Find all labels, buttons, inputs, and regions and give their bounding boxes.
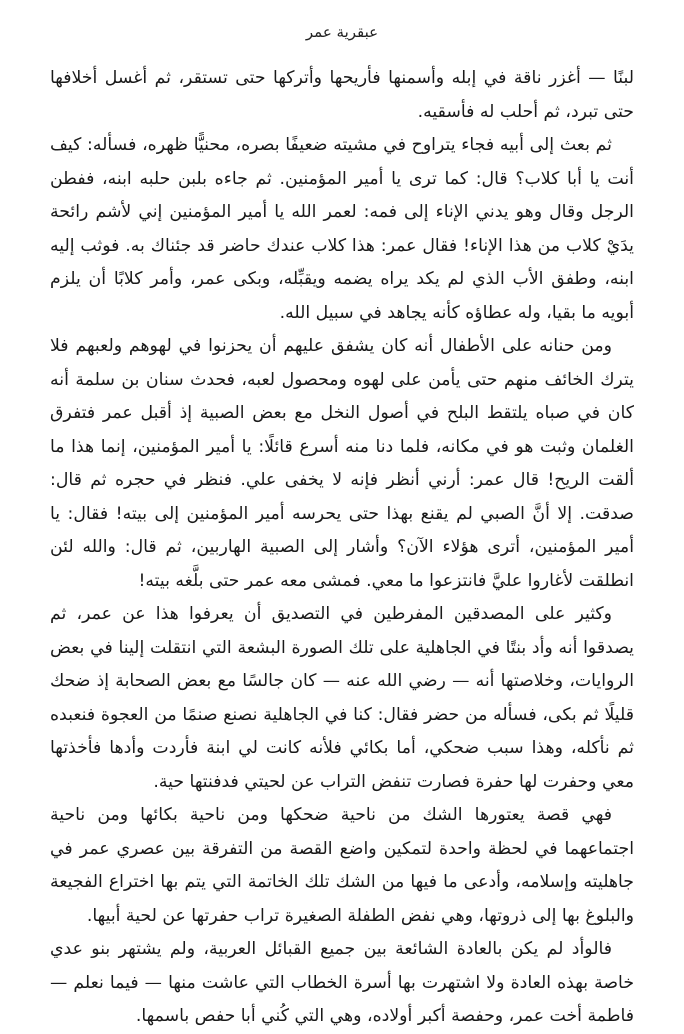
paragraph-3: ومن حنانه على الأطفال أنه كان يشفق عليهم أن يحزنوا في لهوهم ولعبهم فلا يترك الخائف منهم حتى يأمن على لهوه ومحصول لعبه، فحدث سنان بن سلمة أنه كان في صباه يلتقط البلح في أصول النخل مع بعض الصبية إذ أقبل عمر فتفرق الغلمان وثبت هو في مكانه، فلما دنا منه أسرع قائلًا: يا أمير المؤمنين، إنما هذا ما ألقت الريح! قال عمر: أرني أنظر فإنه لا يخفى علي. فنظر في حجره ثم قال: صدقت. إلا أنَّ الصبي لم يقنع بهذا حتى يحرسه أمير المؤمنين إلى بيته! فقال: يا أمير المؤمنين، أترى هؤلاء الآن؟ وأشار إلى الصبية الهاربين، ثم قال: والله لئن انطلقت لأغاروا عليَّ فانتزعوا ما معي. فمشى معه عمر حتى بلَّغه بيته! [50,336,634,591]
running-header: عبقرية عمر [305,23,379,41]
paragraph-4: وكثير على المصدقين المفرطين في التصديق أن يعرفوا هذا عن عمر، ثم يصدقوا أنه وأد بنتًا في الجاهلية على تلك الصورة البشعة التي انتقلت إلينا في بعض الروايات، وخلاصتها أنه — رضي الله عنه — كان جالسًا مع بعض الصحابة إذ ضحك قليلًا ثم بكى، فسأله من حضر فقال: كنا في الجاهلية نصنع صنمًا من العجوة فنعبده ثم نأكله، وهذا سبب ضحكي، أما بكائي فلأنه كانت لي ابنة فأردت وأدها فأخذتها معي وحفرت لها حفرة فصارت تنفض التراب عن لحيتي فدفنتها حية. [50,604,634,792]
body-text [50,62,634,1034]
paragraph-2: ثم بعث إلى أبيه فجاء يتراوح في مشيته ضعيفًا بصره، محنيًّا ظهره، فسأله: كيف أنت يا أبا كلاب؟ قال: كما ترى يا أمير المؤمنين. ثم جاءه بلبن حلبه ابنه، ففطن الرجل وقال وهو يدني الإناء إلى فمه: لعمر الله يا أمير المؤمنين إني لأشم رائحة يدَيْ كلاب من هذا الإناء! فقال عمر: هذا كلاب عندك حاضر قد جئناك به. فوثب إليه ابنه، وطفق الأب الذي لم يكد يراه يضمه ويقبِّله، وبكى عمر، وأمر كلابًا أن يلزم أبويه ما بقيا، وله عطاؤه كأنه يجاهد في سبيل الله. [50,135,634,323]
paragraph-5: فهي قصة يعتورها الشك من ناحية ضحكها ومن ناحية بكائها ومن ناحية اجتماعهما في لحظة واحدة لتمكين واضع القصة من التفرقة بين عصري عمر في جاهليته وإسلامه، وأدعى ما فيها من الشك تلك الخاتمة التي يتم بها اختراع الفجيعة والبلوغ بها إلى ذروتها، وهي نفض الطفلة الصغيرة تراب حفرتها عن لحية أبيها. [50,805,634,926]
paragraph-6: فالوأد لم يكن بالعادة الشائعة بين جميع القبائل العربية، ولم يشتهر بنو عدي خاصة بهذه العادة ولا اشتهرت بها أسرة الخطاب التي عاشت منها — فيما نعلم — فاطمة أخت عمر، وحفصة أكبر أولاده، وهي التي كُني أبا حفص باسمها. [50,939,634,1026]
paragraph-1: لبنًا — أغزر ناقة في إبله وأسمنها فأريحها وأتركها حتى تستقر، ثم أغسل أخلافها حتى تبرد، ثم أحلب له فأسقيه. [50,68,634,122]
